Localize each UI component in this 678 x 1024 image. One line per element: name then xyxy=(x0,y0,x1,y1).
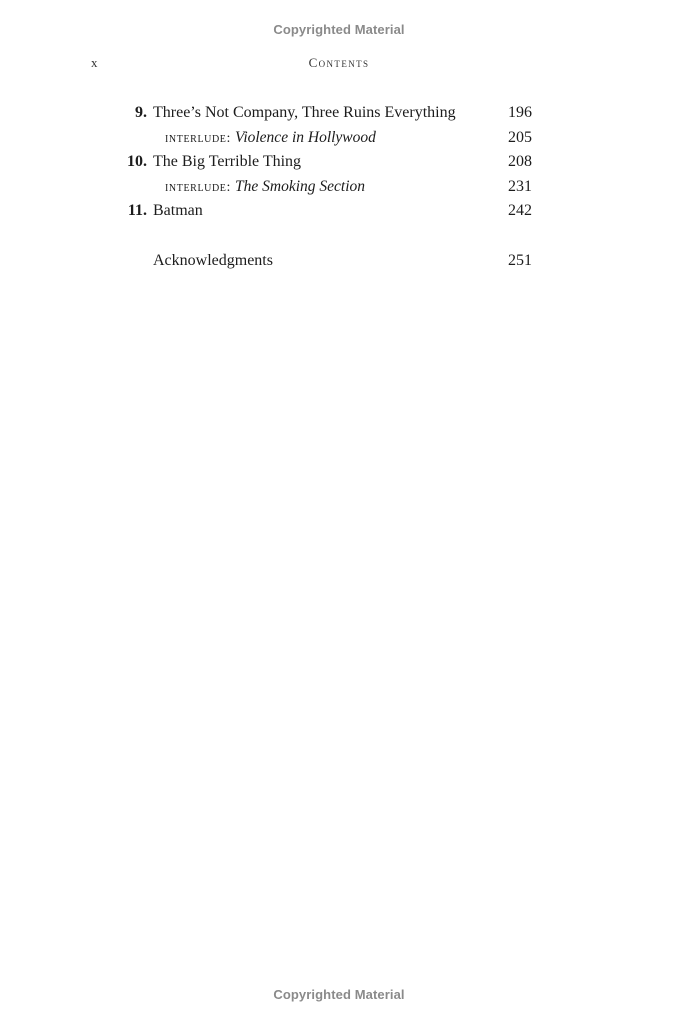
chapter-title: The Big Terrible Thing xyxy=(153,153,302,170)
chapter-number: 10. xyxy=(127,153,147,170)
toc-entry-chapter-10 xyxy=(0,150,678,175)
page-number: 196 xyxy=(508,104,532,121)
running-head: Contents xyxy=(308,55,370,70)
page-number: 205 xyxy=(508,128,532,146)
interlude-title: The Smoking Section xyxy=(235,177,366,195)
toc-entry-interlude xyxy=(0,126,678,151)
backmatter-title: Acknowledgments xyxy=(153,251,273,269)
chapter-number: 9. xyxy=(135,104,147,121)
interlude-title: Violence in Hollywood xyxy=(235,128,376,146)
page-number: 208 xyxy=(508,153,532,170)
page-number: 231 xyxy=(508,177,532,195)
chapter-number: 11. xyxy=(127,202,147,219)
toc-entry-interlude xyxy=(0,175,678,200)
interlude-label: interlude: xyxy=(165,179,231,195)
chapter-title: Three’s Not Company, Three Ruins Everything xyxy=(153,104,456,121)
page-number: 242 xyxy=(508,202,532,219)
section-spacer xyxy=(0,224,678,249)
chapter-title: Batman xyxy=(153,202,203,219)
page-number: 251 xyxy=(508,251,532,269)
copyright-watermark-bottom: Copyrighted Material xyxy=(273,987,405,1002)
interlude-label: interlude: xyxy=(165,130,231,146)
toc-entry-acknowledgments xyxy=(0,249,678,274)
toc-entry-chapter-11 xyxy=(0,199,678,224)
copyright-watermark-top: Copyrighted Material xyxy=(273,22,405,37)
table-of-contents xyxy=(0,101,678,273)
page-folio: x xyxy=(91,55,98,70)
toc-entry-chapter-9 xyxy=(0,101,678,126)
